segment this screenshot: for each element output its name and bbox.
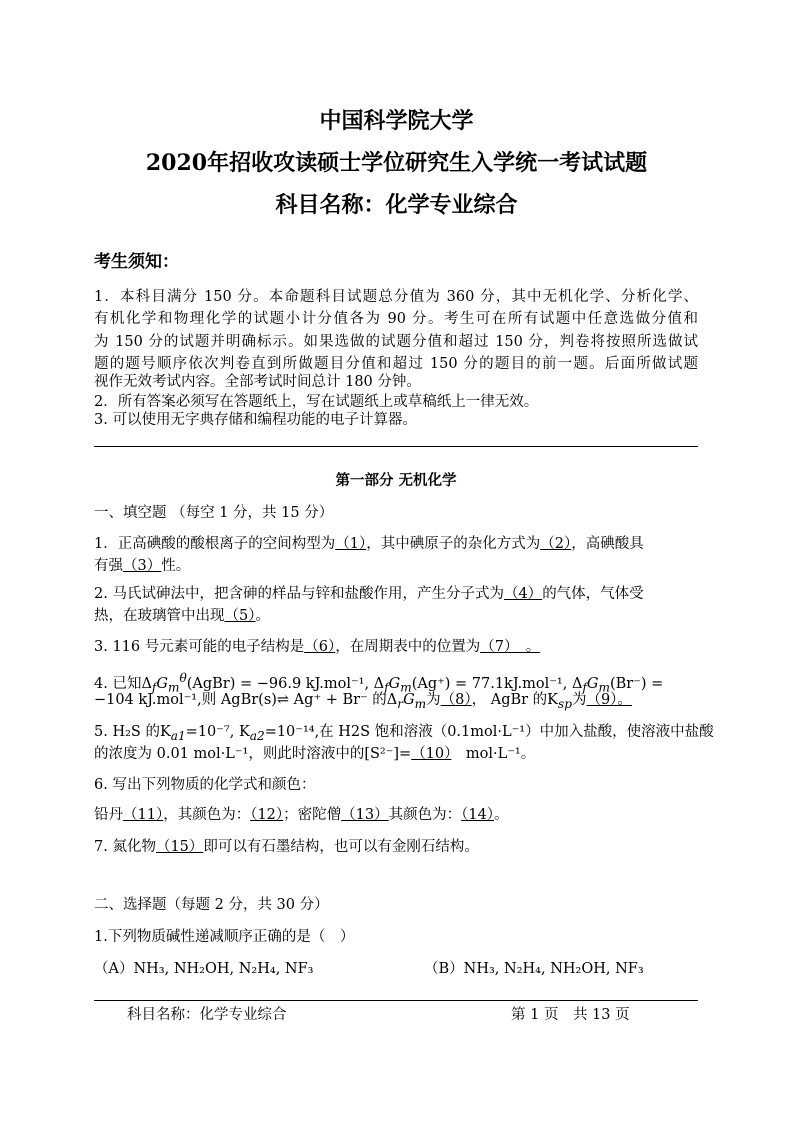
q1-cont: 有强（3）性。 [94, 558, 191, 574]
q2-cont: 热，在玻璃管中出现（5）。 [94, 608, 270, 624]
notice-line: 1．本科目满分 150 分。本命题科目试题总分值为 360 分，其中无机化学、分析化学、 [94, 289, 698, 305]
q6-cont: 铅丹（11），其颜色为：（12）；密陀僧（13）其颜色为：（14）。 [94, 807, 509, 823]
section2-heading: 二、选择题（每题 2 分，共 30 分） [94, 897, 329, 913]
notice-line: 为 150 分的试题并明确标示。如果选做的试题分值和超过 150 分，判卷将按照所选做试 [94, 334, 698, 350]
q5: 5. H₂S 的$K_{a1}=10^{-7}$, $K_{a2}=10^{-14}$,在 H2S 饱和溶液（0.1mol·L⁻¹）中加入盐酸，使溶液中盐酸 [94, 724, 714, 743]
mc1-stem: 1.下列物质碱性递减顺序正确的是（ ） [94, 929, 355, 945]
mc1-option-a: （A）NH₃, NH₂OH, N₂H₄, NF₃ [94, 961, 314, 977]
footer-divider [94, 1000, 698, 1001]
part1-title: 第一部分 无机化学 [335, 472, 457, 489]
q5-cont: 的浓度为 0.01 mol·L⁻¹，则此时溶液中的[S²⁻]=（10） mol·L⁻¹。 [94, 746, 536, 762]
exam-title: 2020年招收攻读硕士学位研究生入学统一考试试题 [145, 150, 648, 176]
subject-title: 科目名称：化学专业综合 [275, 192, 518, 218]
university-title: 中国科学院大学 [319, 108, 474, 134]
notice-line: 有机化学和物理化学的试题小计分值各为 90 分。考生可在所有试题中任意选做分值和 [94, 311, 698, 327]
q2: 2. 马氏试砷法中，把含砷的样品与锌和盐酸作用，产生分子式为（4）的气体，气体受 [94, 586, 644, 602]
q3: 3. 116 号元素可能的电子结构是（6），在周期表中的位置为（7） 。 [94, 639, 541, 655]
q4-cont: −104 kJ.mol⁻¹,则 AgBr(s)⇌ Ag⁺ + Br⁻ 的$\Delta_rG_m$为（8）， AgBr 的$K_{sp}$为（9）。 [94, 692, 632, 711]
mc1-option-b: （B）NH₃, N₂H₄, NH₂OH, NF₃ [424, 961, 644, 977]
q1: 1．正高碘酸的酸根离子的空间构型为（1），其中碘原子的杂化方式为（2），高碘酸具 [94, 536, 644, 552]
notice-line: 3. 可以使用无字典存储和编程功能的电子计算器。 [94, 412, 417, 428]
notice-heading: 考生须知： [94, 252, 179, 272]
notice-line: 题的题号顺序依次判卷直到所做题目分值和超过 150 分的题目的前一题。后面所做试题 [94, 356, 698, 372]
notice-line: 视作无效考试内容。全部考试时间总计 180 分钟。 [94, 374, 421, 390]
q4: 4. 已知$\Delta_fG_m^\theta(AgBr) = -96.9$ kJ.mol⁻¹, $\Delta_fG_m(Ag^+) = 77.1kJ.mol^{-1}$, $\Delta_fG_m(Br^-)$ = [94, 671, 664, 695]
notice-line: 2．所有答案必须写在答题纸上，写在试题纸上或草稿纸上一律无效。 [94, 394, 539, 410]
equilibrium-arrow-icon: ⇌ [276, 692, 290, 708]
footer-subject: 科目名称：化学专业综合 [127, 1007, 287, 1023]
q6: 6. 写出下列物质的化学式和颜色： [94, 777, 316, 793]
footer-page: 第 1 页 共 13 页 [511, 1007, 630, 1023]
section1-heading: 一、填空题 （每空 1 分，共 15 分） [94, 505, 334, 521]
divider [94, 446, 698, 447]
q7: 7. 氮化物（15）即可以有石墨结构，也可以有金刚石结构。 [94, 839, 479, 855]
